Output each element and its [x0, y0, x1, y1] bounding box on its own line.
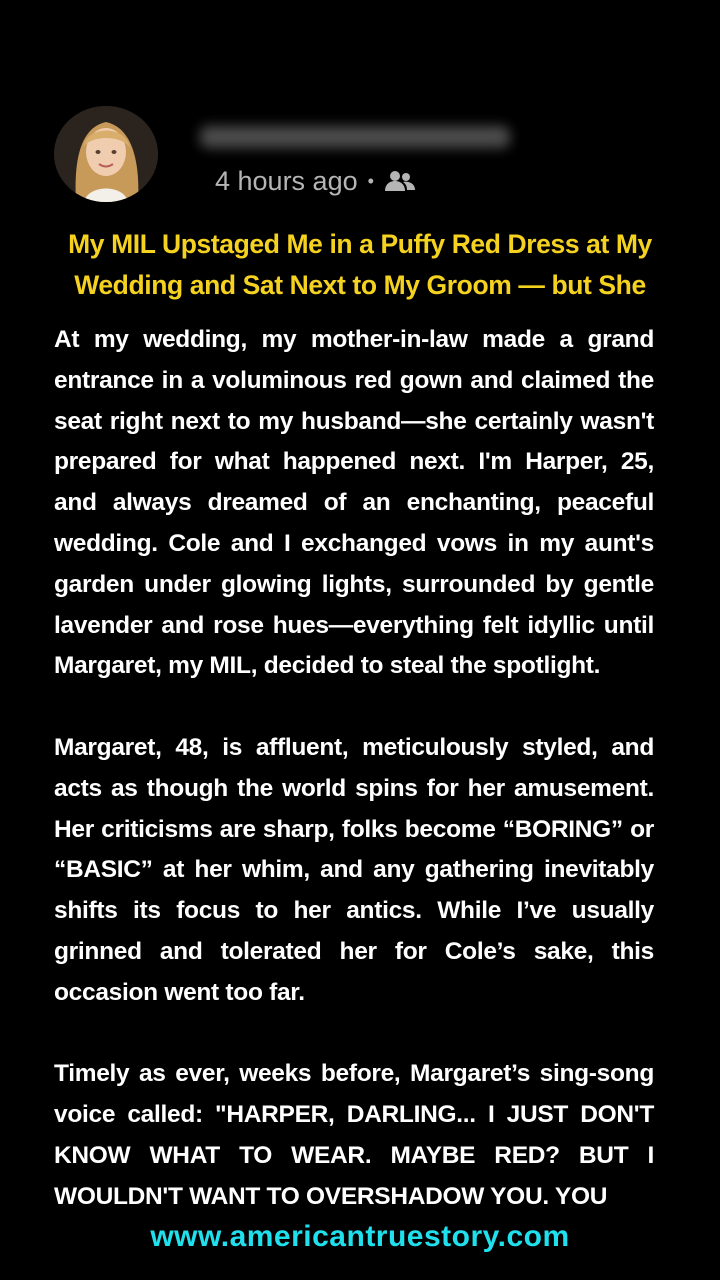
author-name-blurred[interactable] — [200, 126, 510, 148]
story-paragraph: At my wedding, my mother-in-law made a grand entrance in a voluminous red gown and claimed the seat right next to my husband—she certainly wasn't prepared for what happened next. I'm Harper, 25, and always dreamed of an enchanting, peaceful wedding. Cole and I exchanged vows in my aunt's garden under glowing lights, surrounded by gentle lavender and rose hues—everything felt idyllic until Margaret, my MIL, decided to steal the spotlight. — [54, 326, 654, 680]
post-header — [54, 104, 674, 204]
friends-icon — [384, 169, 416, 193]
story-title: My MIL Upstaged Me in a Puffy Red Dress at My Wedding and Sat Next to My Groom — but She — [68, 229, 652, 300]
author-avatar[interactable] — [54, 106, 158, 202]
story-body — [54, 320, 654, 1218]
meta-separator: • — [367, 170, 374, 191]
story-paragraph: Timely as ever, weeks before, Margaret’s sing-song voice called: "HARPER, DARLING... I JUST DON'T KNOW WHAT TO WEAR. MAYBE RED? BUT I WOULDN'T WANT TO OVERSHADOW YOU. YOU — [54, 1060, 654, 1210]
site-url-link[interactable]: www.americantruestory.com — [0, 1212, 720, 1262]
avatar-portrait-icon — [54, 106, 158, 202]
post-meta — [215, 164, 416, 198]
story-paragraph: Margaret, 48, is affluent, meticulously styled, and acts as though the world spins for her amusement. Her criticisms are sharp, folks become “BORING” or “BASIC” at her whim, and any gathering inevitably shifts its focus to her antics. While I’ve usually grinned and tolerated her for Cole’s sake, this occasion went too far. — [54, 733, 654, 1006]
post-time[interactable]: 4 hours ago — [215, 165, 358, 196]
